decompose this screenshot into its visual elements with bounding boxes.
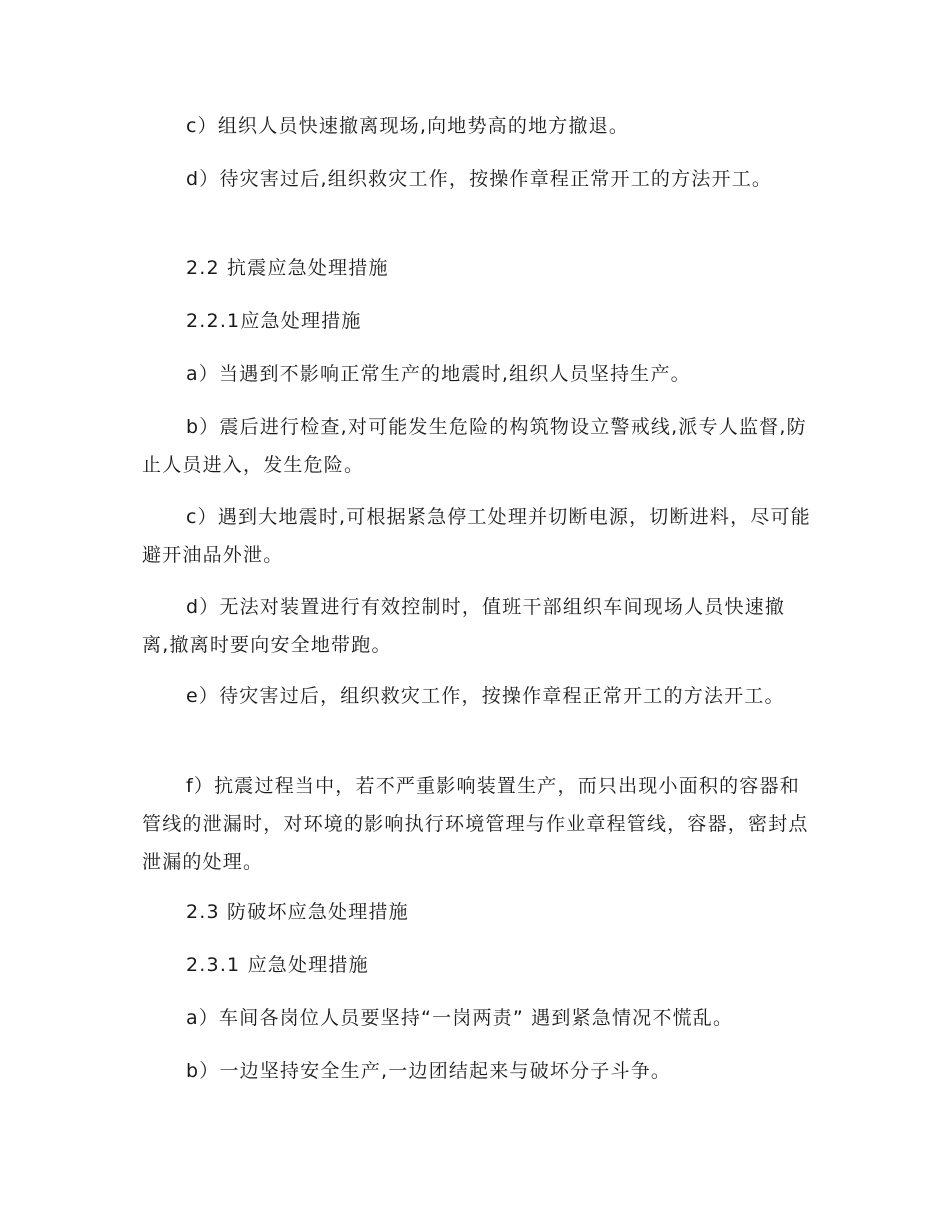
- paragraph-d-resume-work: d）待灾害过后,组织救灾工作，按操作章程正常开工的方法开工。: [186, 168, 773, 190]
- section-heading-2-3-1: 2.3.1 应急处理措施: [186, 954, 369, 976]
- paragraph-e-resume-work: e）待灾害过后，组织救灾工作，按操作章程正常开工的方法开工。: [186, 685, 785, 707]
- paragraph-c-shutdown: c）遇到大地震时,可根据紧急停工处理并切断电源，切断进料，尽可能避开油品外泄。: [142, 506, 811, 566]
- paragraph-d-evacuation: d）无法对装置进行有效控制时，值班干部组织车间现场人员快速撤离,撤离时要向安全地带跑。: [142, 596, 786, 656]
- paragraph-c-evacuate: c）组织人员快速撤离现场,向地势高的地方撤退。: [186, 115, 630, 137]
- paragraph-a-earthquake: a）当遇到不影响正常生产的地震时,组织人员坚持生产。: [186, 363, 691, 385]
- paragraph-b-resist-sabotage: b）一边坚持安全生产,一边团结起来与破坏分子斗争。: [186, 1060, 672, 1082]
- paragraph-a-duties: a）车间各岗位人员要坚持“一岗两责” 遇到紧急情况不慌乱。: [186, 1007, 734, 1029]
- section-heading-2-2: 2.2 抗震应急处理措施: [186, 257, 389, 279]
- paragraph-b-inspection: b）震后进行检查,对可能发生危险的构筑物设立警戒线,派专人监督,防止人员进入，发生危险。: [142, 416, 807, 476]
- section-heading-2-2-1: 2.2.1应急处理措施: [186, 310, 362, 332]
- section-heading-2-3: 2.3 防破坏应急处理措施: [186, 901, 409, 923]
- paragraph-f-leakage: f）抗震过程当中，若不严重影响装置生产，而只出现小面积的容器和管线的泄漏时，对环境的影响执行环境管理与作业章程管线，容器，密封点泄漏的处理。: [142, 775, 809, 873]
